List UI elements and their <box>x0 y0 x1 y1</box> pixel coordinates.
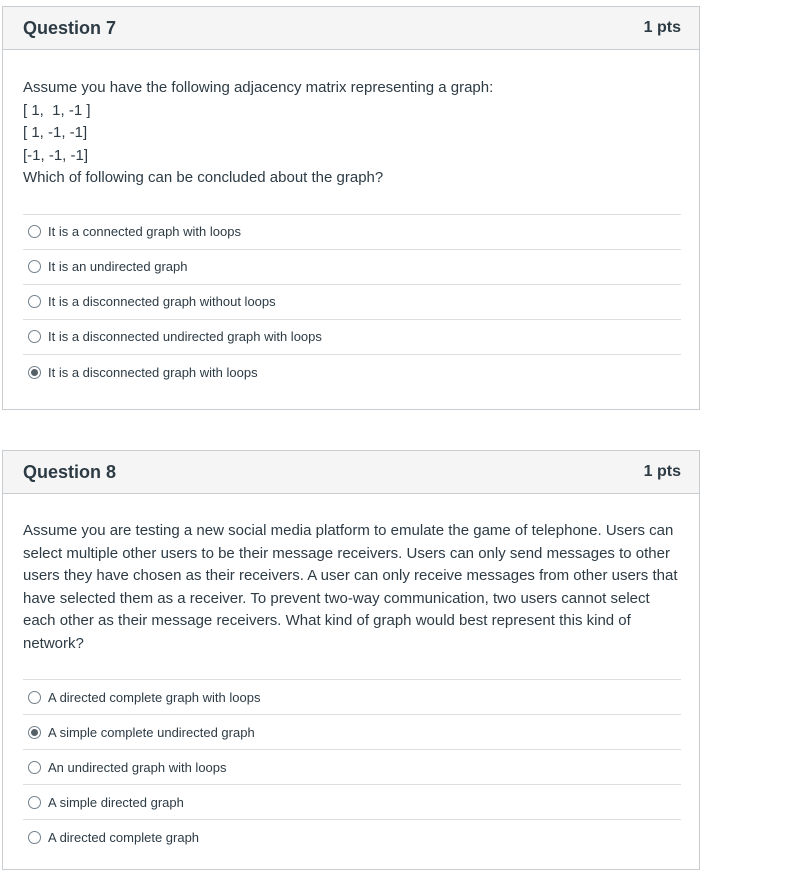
question-7-header <box>3 7 699 50</box>
question-7-answers <box>23 214 681 390</box>
question-7-title: Question 7 <box>23 17 117 38</box>
matrix-row-1: [ 1, 1, -1 ] <box>23 101 91 119</box>
radio-icon[interactable] <box>28 796 41 809</box>
radio-icon[interactable] <box>28 225 41 238</box>
question-8-points: 1 pts <box>643 463 681 480</box>
answer-label: A directed complete graph <box>48 830 200 845</box>
answer-label: A simple complete undirected graph <box>48 724 255 740</box>
radio-icon[interactable] <box>28 761 41 774</box>
question-7-text <box>3 77 699 190</box>
answer-label: It is an undirected graph <box>48 259 188 274</box>
question-8-title: Question 8 <box>23 461 117 482</box>
answer-label: A directed complete graph with loops <box>48 689 261 705</box>
matrix-row-3: [-1, -1, -1] <box>23 146 89 164</box>
question-7-card <box>2 6 700 410</box>
q7-answer-3[interactable] <box>23 285 681 320</box>
radio-icon[interactable] <box>28 260 41 273</box>
matrix-row-2: [ 1, -1, -1] <box>23 124 88 141</box>
q8-answer-1[interactable] <box>23 680 681 715</box>
radio-icon[interactable] <box>28 691 41 704</box>
answer-label: A simple directed graph <box>48 794 184 810</box>
radio-icon[interactable] <box>28 831 41 844</box>
answer-label: An undirected graph with loops <box>48 759 227 775</box>
answer-label: It is a connected graph with loops <box>48 224 241 239</box>
answer-label: It is a disconnected graph without loops <box>48 294 276 309</box>
q7-answer-2[interactable] <box>23 250 681 285</box>
radio-icon[interactable] <box>28 330 41 343</box>
q8-answer-2[interactable] <box>23 715 681 750</box>
answer-label: It is a disconnected graph with loops <box>48 364 258 380</box>
q7-answer-1[interactable] <box>23 215 681 250</box>
radio-selected-icon[interactable] <box>28 366 41 379</box>
question-7-prompt: Which of following can be concluded about the graph? <box>23 169 384 186</box>
question-8-text: Assume you are testing a new social media platform to emulate the game of telephone. Users can select multiple other users to be their message receivers. Users can only send messages to other users they have chosen as their receivers. A user can only receive messages from other users that have selected them as a receiver. To prevent two-way communication, two users cannot select each other as their message receivers. What kind of graph would best represent this kind of network? <box>23 522 678 652</box>
q8-answer-5[interactable] <box>23 820 681 855</box>
q8-answer-4[interactable] <box>23 785 681 820</box>
q7-answer-5[interactable] <box>23 355 681 390</box>
answer-label: It is a disconnected undirected graph with loops <box>48 329 322 344</box>
question-8-header <box>3 451 699 494</box>
question-7-text-line: Assume you have the following adjacency matrix representing a graph: <box>23 79 494 96</box>
q8-answer-3[interactable] <box>23 750 681 785</box>
question-8-answers <box>23 679 681 855</box>
radio-icon[interactable] <box>28 295 41 308</box>
radio-selected-icon[interactable] <box>28 726 41 739</box>
question-7-points: 1 pts <box>643 19 681 36</box>
question-8-card <box>2 450 700 870</box>
q7-answer-4[interactable] <box>23 320 681 355</box>
